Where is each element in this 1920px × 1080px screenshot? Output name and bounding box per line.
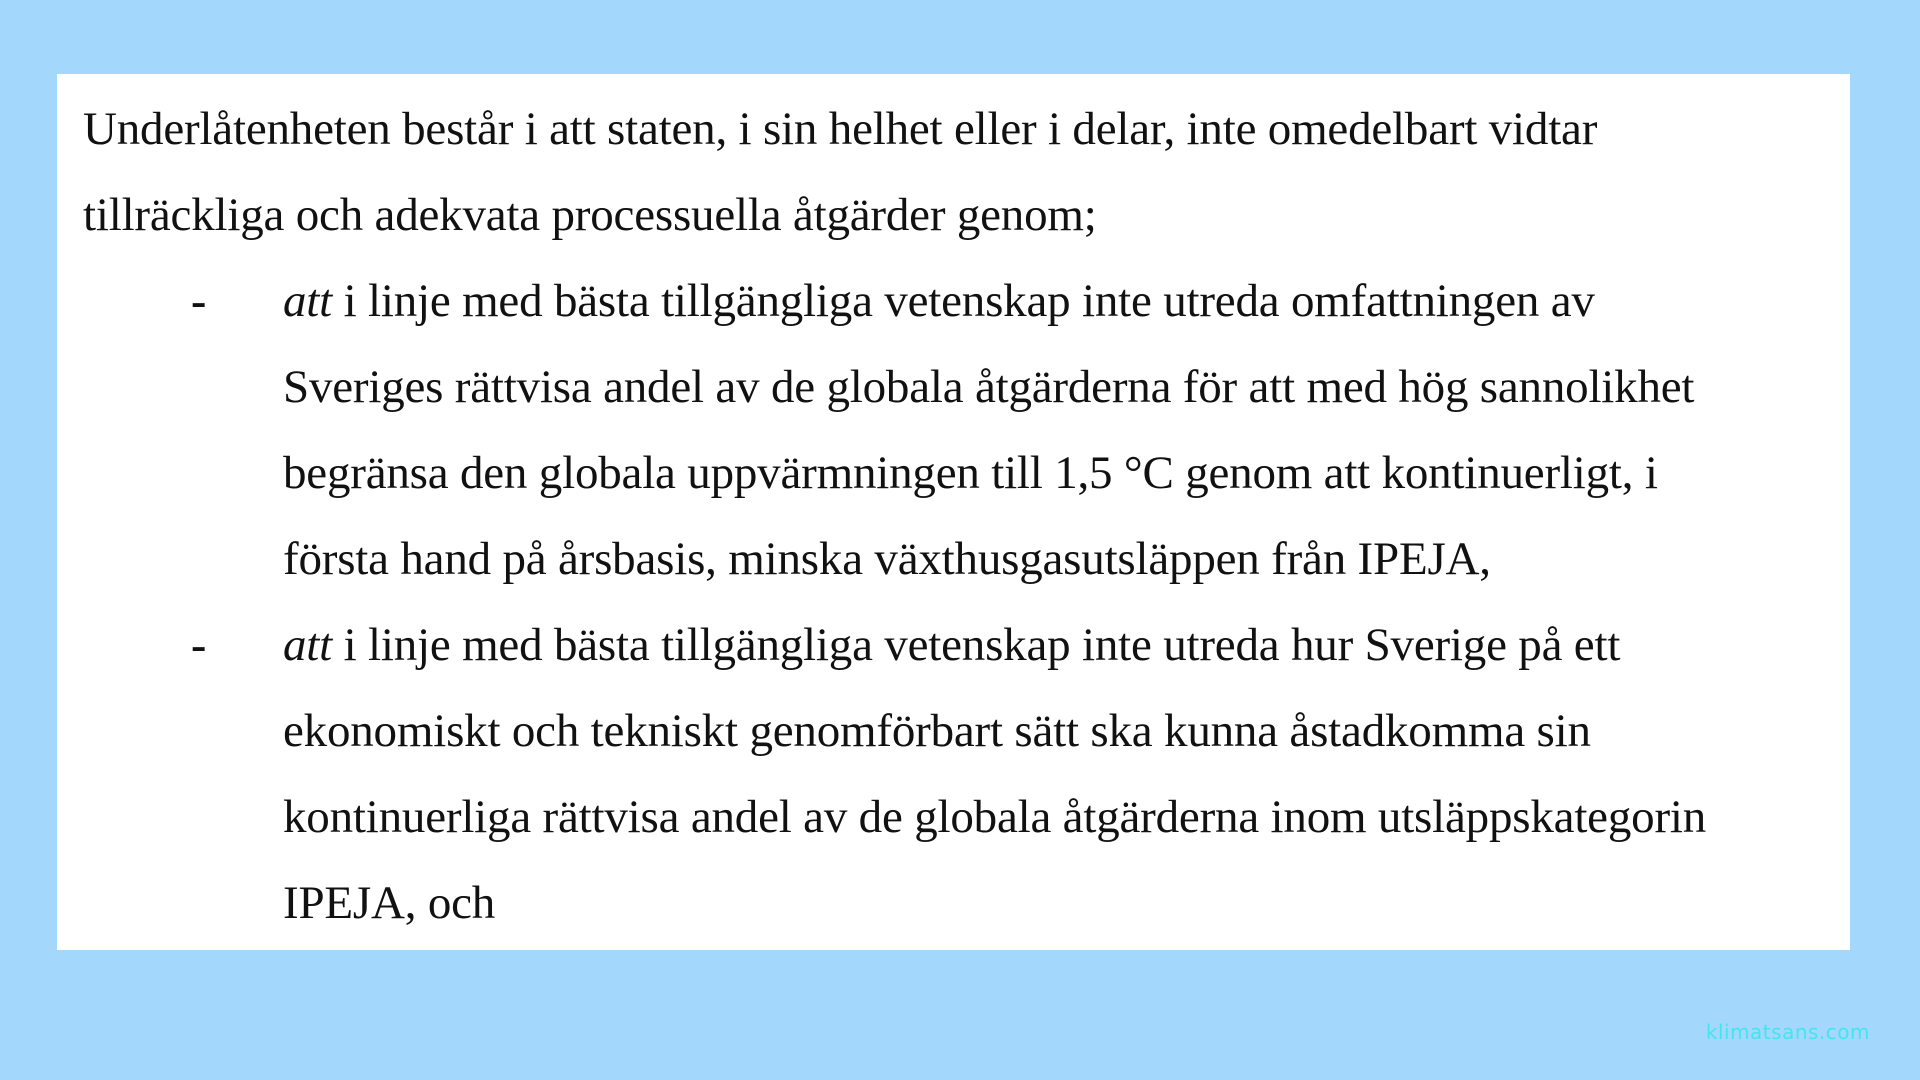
- watermark-text: klimatsans.com: [1705, 1020, 1870, 1044]
- bullet-line: Sveriges rättvisa andel av de globala åtgärderna för att med hög sannolikhet: [283, 361, 1695, 413]
- bullet-lead-word: att: [283, 619, 333, 671]
- bullet-item-1: [83, 258, 1830, 602]
- bullet-dash: -: [191, 619, 207, 670]
- bullet-item-2: [83, 602, 1830, 946]
- bullet-line: första hand på årsbasis, minska växthusgasutsläppen från IPEJA,: [283, 533, 1491, 585]
- intro-line-2: tillräckliga och adekvata processuella åtgärder genom;: [83, 189, 1097, 241]
- bullet-line: IPEJA, och: [283, 877, 496, 929]
- bullet-line: [283, 258, 1830, 344]
- bullet-first-line-text: i linje med bästa tillgängliga vetenskap inte utreda omfattningen av: [332, 275, 1595, 327]
- intro-line-1: Underlåtenheten består i att staten, i sin helhet eller i delar, inte omedelbart vidtar: [83, 103, 1598, 155]
- bullet-lead-word: att: [283, 275, 333, 327]
- bullet-dash: -: [191, 275, 207, 326]
- bullet-line: begränsa den globala uppvärmningen till 1,5 °C genom att kontinuerligt, i: [283, 447, 1658, 499]
- bullet-line: ekonomiskt och tekniskt genomförbart sätt ska kunna åstadkomma sin: [283, 705, 1591, 757]
- document-panel: [57, 74, 1850, 950]
- bullet-line: kontinuerliga rättvisa andel av de globala åtgärderna inom utsläppskategorin: [283, 791, 1707, 843]
- bullet-line: [283, 602, 1830, 688]
- bullet-first-line-text: i linje med bästa tillgängliga vetenskap inte utreda hur Sverige på ett: [332, 619, 1621, 671]
- document-text: [83, 86, 1830, 946]
